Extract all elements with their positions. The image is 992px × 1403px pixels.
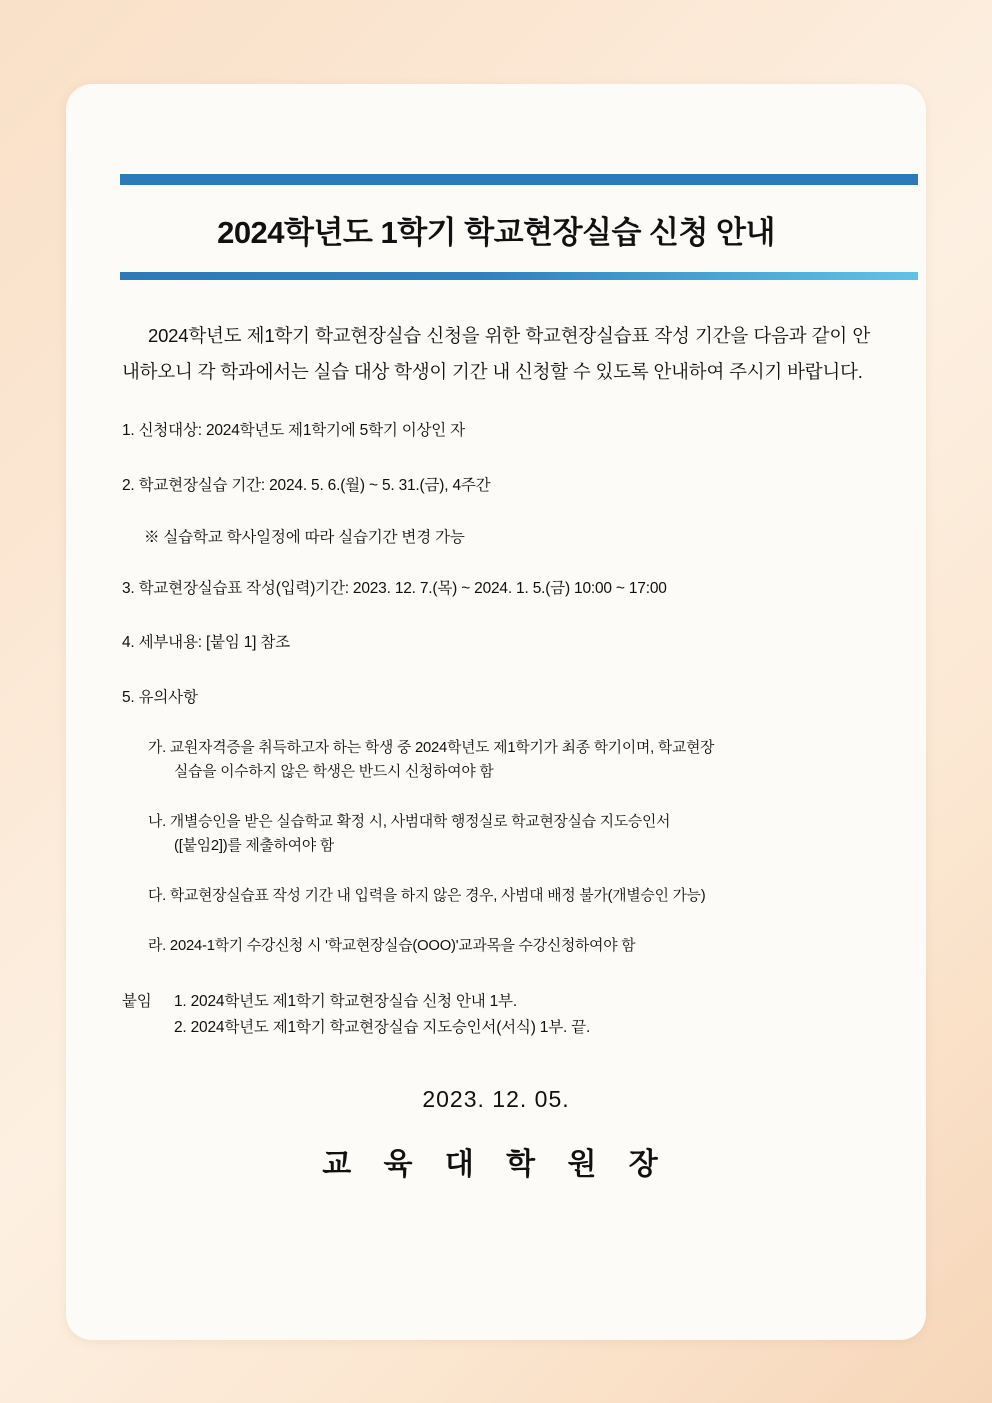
title-block: [122, 174, 870, 280]
list-item: 4. 세부내용: [붙임 1] 참조: [122, 634, 290, 652]
sub-list-item: [148, 737, 870, 785]
sub-list-item: [148, 885, 870, 909]
attachment-list: [174, 989, 590, 1040]
document-signer: 교 육 대 학 원 장: [322, 1148, 670, 1182]
intro-paragraph: [122, 318, 870, 389]
document-body: [66, 84, 926, 1340]
title-bottom-rule: [120, 272, 918, 280]
page-title: 2024학년도 1학기 학교현장실습 신청 안내: [217, 215, 775, 250]
intro-text: 2024학년도 제1학기 학교현장실습 신청을 위한 학교현장실습표 작성 기간을 다음과 같이 안내하오니 각 학과에서는 실습 대상 학생이 기간 내 신청할 수 있도록 안내하여 주시기 바랍니다.: [122, 325, 870, 382]
sub-list-item: [148, 935, 870, 959]
attachment-line: 1. 2024학년도 제1학기 학교현장실습 신청 안내 1부.: [174, 992, 517, 1010]
document-page: [66, 84, 926, 1340]
sub-item-line2: ([붙임2])를 제출하여야 함: [174, 837, 334, 854]
list-item: 1. 신청대상: 2024학년도 제1학기에 5학기 이상인 자: [122, 422, 465, 440]
sub-list-item: [148, 811, 870, 859]
sub-item-line2: 실습을 이수하지 않은 학생은 반드시 신청하여야 함: [174, 763, 494, 780]
title-top-rule: [120, 174, 918, 185]
attachment-block: [122, 989, 870, 1040]
attachment-line: 2. 2024학년도 제1학기 학교현장실습 지도승인서(서식) 1부. 끝.: [174, 1018, 591, 1036]
attachment-label: 붙임: [122, 992, 152, 1010]
list-item: 5. 유의사항: [122, 689, 198, 707]
sub-item-line1: 라. 2024-1학기 수강신청 시 '학교현장실습(OOO)'교과목을 수강신청하여야 함: [148, 937, 636, 954]
list-item: 3. 학교현장실습표 작성(입력)기간: 2023. 12. 7.(목) ~ 2024. 1. 5.(금) 10:00 ~ 17:00: [122, 579, 667, 597]
list-item: 2. 학교현장실습 기간: 2024. 5. 6.(월) ~ 5. 31.(금), 4주간: [122, 476, 491, 494]
note-text: ※ 실습학교 학사일정에 따라 실습기간 변경 가능: [144, 528, 465, 546]
document-date: 2023. 12. 05.: [422, 1086, 570, 1113]
sub-item-line1: 다. 학교현장실습표 작성 기간 내 입력을 하지 않은 경우, 사범대 배정 불가(개별승인 가능): [148, 887, 706, 904]
sub-item-line1: 나. 개별승인을 받은 실습학교 확정 시, 사범대학 행정실로 학교현장실습 지도승인서: [148, 813, 671, 830]
sub-item-line1: 가. 교원자격증을 취득하고자 하는 학생 중 2024학년도 제1학기가 최종 학기이며, 학교현장: [148, 740, 715, 757]
